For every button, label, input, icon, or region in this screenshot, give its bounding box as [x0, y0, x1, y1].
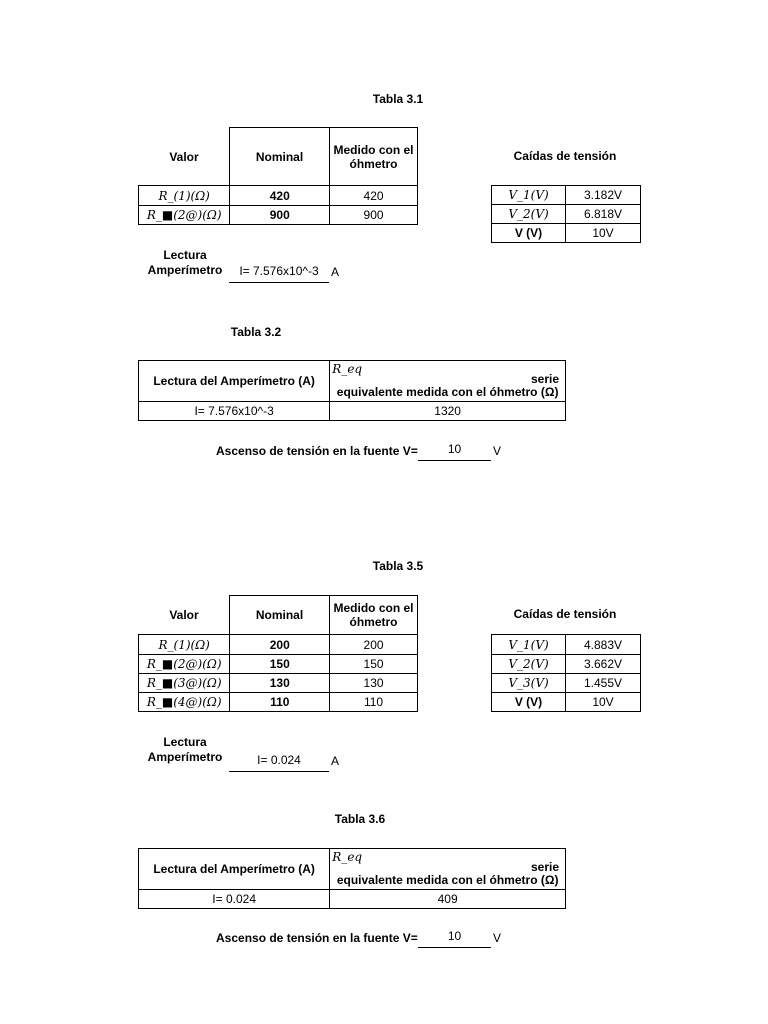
table-row	[139, 206, 418, 225]
ascenso-value: 10	[418, 442, 491, 461]
caida-value: 4.883V	[566, 635, 641, 655]
ascenso-unit: V	[493, 444, 502, 458]
caida-value: 3.182V	[566, 186, 641, 205]
ascenso-unit: V	[493, 931, 502, 945]
caida-value: 10V	[566, 693, 641, 712]
lectura-label-line1: Lectura	[163, 735, 207, 749]
row-label: 𝑅_(1)(Ω)	[139, 186, 230, 206]
caida-label: 𝑉_1(V)	[492, 635, 566, 655]
table-row	[139, 402, 566, 421]
header-medido: Medido con el óhmetro	[329, 595, 418, 635]
caida-value: 10V	[566, 224, 641, 243]
caidas-table	[491, 634, 641, 712]
header-valor: Valor	[169, 608, 199, 622]
col-req-header	[330, 361, 566, 402]
row-medido: 130	[330, 674, 418, 693]
lectura-value: I= 0.024	[229, 753, 329, 772]
row-medido: 200	[330, 635, 418, 655]
row-nominal: 110	[230, 693, 330, 712]
caida-value: 6.818V	[566, 205, 641, 224]
row-medido: 420	[330, 186, 418, 206]
table-row	[492, 655, 641, 674]
lectura-label-line2: Amperímetro	[147, 750, 223, 764]
row-medido: 900	[330, 206, 418, 225]
table-row	[139, 655, 418, 674]
table-row	[139, 635, 418, 655]
tabla-3-2	[138, 360, 566, 421]
lectura-label	[140, 735, 230, 765]
caida-label: V (V)	[492, 693, 566, 712]
req-symbol: 𝑅_𝑒𝑞	[332, 362, 363, 376]
row-nominal: 420	[230, 186, 330, 206]
header-valor: Valor	[169, 149, 199, 164]
table-row	[139, 890, 566, 909]
lectura-label-line1: Lectura	[163, 248, 207, 262]
row-nominal: 130	[230, 674, 330, 693]
ascenso-label: Ascenso de tensión en la fuente V=	[216, 931, 418, 945]
col-lectura-header: Lectura del Amperímetro (A)	[139, 361, 330, 402]
req-cell: 409	[330, 890, 566, 909]
tabla-3-5-body	[138, 634, 418, 712]
tabla-3-6	[138, 848, 566, 909]
ascenso-label: Ascenso de tensión en la fuente V=	[216, 444, 418, 458]
caida-label: V (V)	[492, 224, 566, 243]
caida-value: 3.662V	[566, 655, 641, 674]
tabla-3-1-body	[138, 185, 418, 225]
row-nominal: 150	[230, 655, 330, 674]
header-nominal: Nominal	[229, 595, 330, 635]
table-row	[492, 205, 641, 224]
row-label: 𝑅_■(3@)(Ω)	[139, 674, 230, 693]
req-cell: 1320	[330, 402, 566, 421]
caida-label: 𝑉_2(V)	[492, 205, 566, 224]
lectura-label-line2: Amperímetro	[147, 263, 223, 277]
row-label: 𝑅_(1)(Ω)	[139, 635, 230, 655]
req-symbol: 𝑅_𝑒𝑞	[332, 850, 363, 864]
caidas-title: Caídas de tensión	[513, 149, 617, 163]
lectura-unit: A	[331, 754, 340, 768]
row-label: 𝑅_■(2@)(Ω)	[139, 655, 230, 674]
row-medido: 150	[330, 655, 418, 674]
row-label: 𝑅_■(4@)(Ω)	[139, 693, 230, 712]
table-row	[492, 674, 641, 693]
caidas-table	[491, 185, 641, 243]
row-nominal: 200	[230, 635, 330, 655]
lectura-label	[140, 248, 230, 278]
caidas-title: Caídas de tensión	[513, 607, 617, 621]
header-nominal: Nominal	[229, 127, 330, 186]
lectura-unit: A	[331, 265, 340, 279]
table-row	[139, 186, 418, 206]
col-req-header	[330, 849, 566, 890]
lectura-value: I= 7.576x10^-3	[229, 264, 329, 283]
row-medido: 110	[330, 693, 418, 712]
req-word: serie	[530, 860, 559, 874]
table-row	[139, 849, 566, 890]
caida-label: 𝑉_2(V)	[492, 655, 566, 674]
tabla-3-1-title: Tabla 3.1	[372, 92, 424, 106]
header-medido: Medido con el óhmetro	[329, 127, 418, 186]
req-sub: equivalente medida con el óhmetro (Ω)	[336, 385, 559, 399]
lectura-cell: I= 7.576x10^-3	[139, 402, 330, 421]
caida-value: 1.455V	[566, 674, 641, 693]
table-row	[139, 693, 418, 712]
tabla-3-6-title: Tabla 3.6	[334, 812, 386, 826]
table-row	[492, 224, 641, 243]
table-row	[139, 361, 566, 402]
req-word: serie	[530, 372, 559, 386]
table-row	[139, 674, 418, 693]
row-label: 𝑅_■(2@)(Ω)	[139, 206, 230, 225]
row-nominal: 900	[230, 206, 330, 225]
lectura-cell: I= 0.024	[139, 890, 330, 909]
ascenso-value: 10	[418, 929, 491, 948]
tabla-3-2-title: Tabla 3.2	[230, 325, 282, 339]
tabla-3-5-title: Tabla 3.5	[372, 559, 424, 573]
caida-label: 𝑉_3(V)	[492, 674, 566, 693]
caida-label: 𝑉_1(V)	[492, 186, 566, 205]
req-sub: equivalente medida con el óhmetro (Ω)	[336, 873, 559, 887]
col-lectura-header: Lectura del Amperímetro (A)	[139, 849, 330, 890]
table-row	[492, 186, 641, 205]
table-row	[492, 635, 641, 655]
table-row	[492, 693, 641, 712]
